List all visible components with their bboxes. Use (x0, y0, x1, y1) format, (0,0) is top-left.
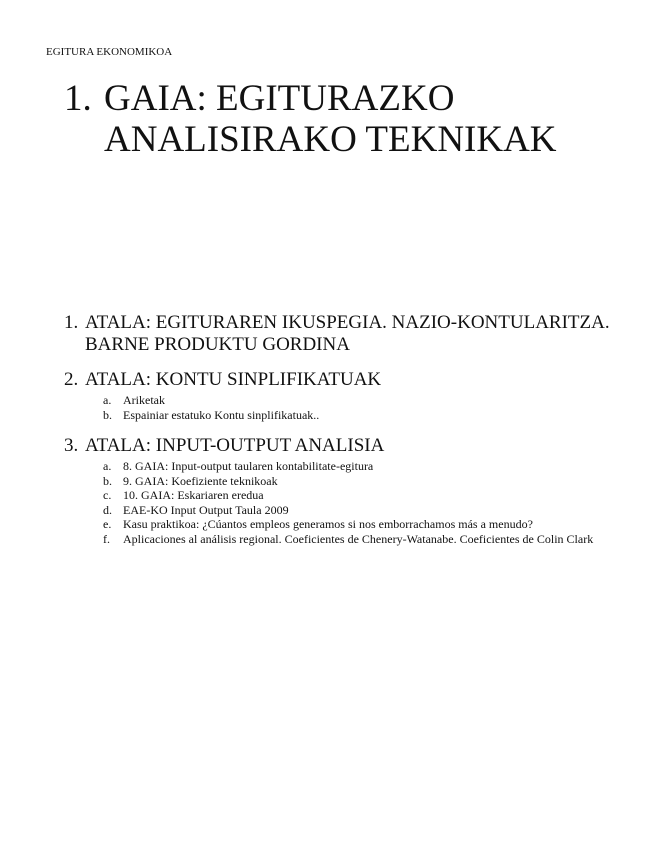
item-text: 10. GAIA: Eskariaren eredua (123, 488, 264, 502)
list-item (103, 408, 614, 423)
item-text: Espainiar estatuko Kontu sinplifikatuak.. (123, 407, 320, 422)
section-heading (64, 312, 614, 356)
item-letter: a. (103, 393, 112, 407)
section-1 (64, 312, 614, 356)
item-letter: a. (103, 459, 112, 473)
item-letter: b. (103, 473, 112, 488)
subitem-list (64, 393, 614, 422)
item-letter: c. (103, 488, 112, 502)
title-text: GAIA: EGITURAZKO ANALISIRAKO TEKNIKAK (104, 78, 557, 160)
item-text: 9. GAIA: Koefiziente teknikoak (123, 473, 278, 488)
item-letter: d. (103, 502, 112, 517)
document-header: EGITURA EKONOMIKOA (46, 46, 173, 58)
section-title: ATALA: INPUT-OUTPUT ANALISIA (85, 435, 385, 456)
title-number: 1. (64, 78, 92, 119)
list-item (103, 503, 614, 518)
section-number: 2. (64, 369, 79, 390)
list-item (103, 517, 614, 532)
page-title (64, 78, 644, 160)
item-text: Aplicaciones al análisis regional. Coeficientes de Chenery-Watanabe. Coeficientes de Colin Clark (123, 531, 594, 546)
list-item (103, 532, 614, 547)
section-title: ATALA: EGITURAREN IKUSPEGIA. NAZIO-KONTULARITZA. BARNE PRODUKTU GORDINA (85, 312, 610, 355)
item-text: EAE-KO Input Output Taula 2009 (123, 502, 289, 517)
item-text: Ariketak (123, 393, 165, 407)
section-title: ATALA: KONTU SINPLIFIKATUAK (85, 369, 382, 390)
subitem-list (64, 459, 614, 546)
list-item (103, 459, 614, 474)
section-3 (64, 435, 614, 546)
item-letter: b. (103, 407, 112, 422)
item-text: Kasu praktikoa: ¿Cúantos empleos generamos si nos emborrachamos más a menudo? (123, 517, 533, 531)
item-text: 8. GAIA: Input-output taularen kontabilitate-egitura (123, 459, 374, 473)
section-2 (64, 369, 614, 422)
section-number: 1. (64, 312, 79, 333)
list-item (103, 488, 614, 503)
item-letter: f. (103, 531, 110, 546)
section-number: 3. (64, 435, 79, 456)
list-item (103, 393, 614, 408)
list-item (103, 474, 614, 489)
sections-list (64, 312, 614, 559)
item-letter: e. (103, 517, 112, 531)
section-heading (64, 435, 614, 457)
section-heading (64, 369, 614, 391)
